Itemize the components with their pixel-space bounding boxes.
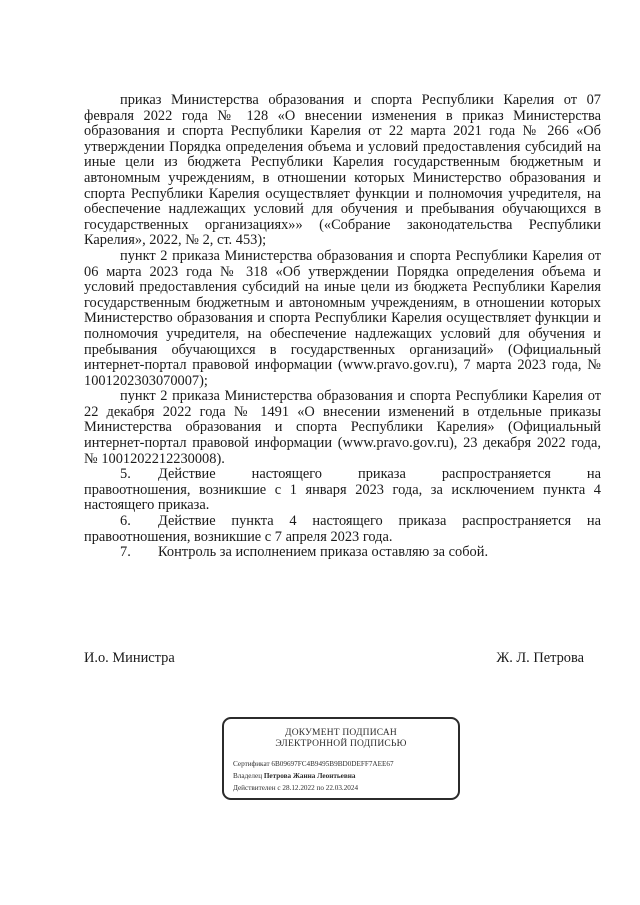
item-7 (84, 545, 601, 561)
item-text-rest: правоотношения, возникшие с 1 января 2023 года, за исключением пункта 4 настоящего приказа. (84, 481, 601, 514)
item-5 (84, 467, 601, 514)
item-text-first-line: Действие настоящего приказа распространяется на (158, 466, 601, 483)
stamp-title-line-1: ДОКУМЕНТ ПОДПИСАН (285, 728, 397, 738)
item-text-rest: правоотношения, возникшие с 7 апреля 2023 года. (84, 528, 393, 545)
item-text-first-line: Действие пункта 4 настоящего приказа распространяется на (158, 513, 601, 530)
valid-to-label: по (316, 784, 324, 792)
stamp-validity (233, 784, 358, 793)
certificate-label: Сертификат (233, 760, 270, 768)
owner-label: Владелец (233, 772, 263, 780)
item-number: 7. (120, 544, 131, 561)
stamp-certificate (233, 760, 394, 769)
signatory-name: Ж. Л. Петрова (496, 650, 584, 666)
signature-block (84, 650, 584, 667)
stamp-title (224, 728, 458, 750)
item-text-first-line: Контроль за исполнением приказа оставляю за собой. (158, 544, 489, 561)
valid-label: Действителен с (233, 784, 281, 792)
item-6 (84, 514, 601, 545)
paragraph-order-318: пункт 2 приказа Министерства образования и спорта Республики Карелия от 06 марта 2023 года № 318 «Об утверждении Порядка определения объема и условий предоставления субсидий на иные цели из бюджета Республики Карелия государственным бюджетным и автономным учреждениям, в отношении которых Министерство образования и спорта Республики Карелия осуществляет функции и полномочия учредителя, на обеспечение надлежащих условий для обучения и пребывания обучающихся в государственных организаций» (Официальный интернет-портал правовой информации (www.pravo.gov.ru), 7 марта 2023 года, № 1001202303070007); (84, 247, 601, 389)
signatory-position: И.о. Министра (84, 650, 175, 666)
item-number: 6. (120, 513, 131, 530)
paragraph-order-128: приказ Министерства образования и спорта Республики Карелия от 07 февраля 2022 года № 128 «О внесении изменения в приказ Министерства образования и спорта Республики Карелия от 22 марта 2021 года № 266 «Об утверждении Порядка определения объема и условий предоставления субсидий на иные цели из бюджета Республики Карелия государственным бюджетным и автономным учреждениям, в отношении которых Министерство образования и спорта Республики Карелия осуществляет функции и полномочия учредителя, на обеспечение надлежащих условий для обучения и пребывания обучающихся в государственных организациях»» («Собрание законодательства Республики Карелия», 2022, № 2, ст. 453); (84, 92, 601, 249)
stamp-owner (233, 772, 356, 781)
electronic-signature-stamp (222, 717, 460, 800)
document-body (84, 93, 601, 561)
item-number: 5. (120, 466, 131, 483)
owner-value: Петрова Жанна Леонтьевна (263, 772, 356, 780)
valid-to: 22.03.2024 (325, 784, 359, 792)
valid-from: 28.12.2022 (282, 784, 315, 792)
stamp-title-line-2: ЭЛЕКТРОННОЙ ПОДПИСЬЮ (275, 739, 407, 749)
certificate-value: 6B09697FC4B9495B9BD0DEFF7AEE67 (271, 760, 394, 768)
paragraph-order-1491: пункт 2 приказа Министерства образования и спорта Республики Карелия от 22 декабря 2022 года № 1491 «О внесении изменений в отдельные приказы Министерства образования и спорта Республики Карелия» (Официальный интернет-портал правовой информации (www.pravo.gov.ru), 23 декабря 2022 года, № 1001202212230008). (84, 388, 601, 467)
